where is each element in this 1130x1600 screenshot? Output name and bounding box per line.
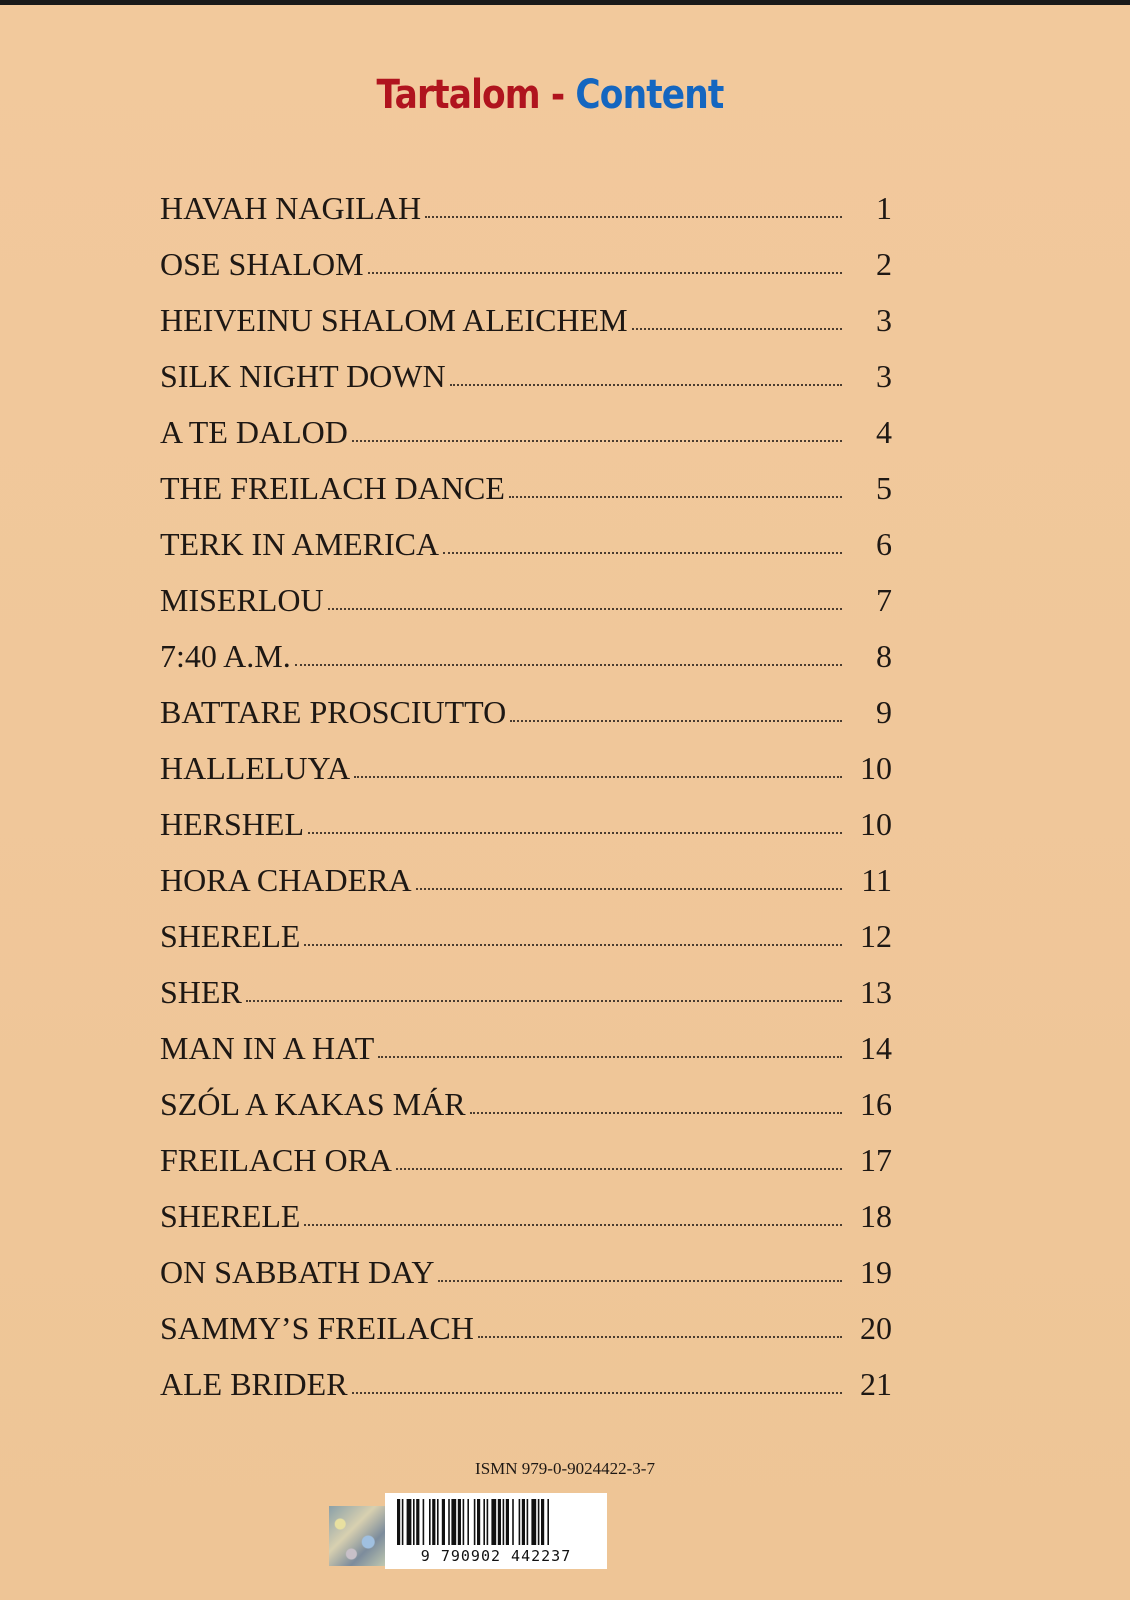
toc-entry-page: 4 xyxy=(876,414,892,450)
title-separator: - xyxy=(539,72,576,118)
toc-entry xyxy=(160,1232,892,1288)
toc-entry-title: MAN IN A HAT xyxy=(160,1030,375,1066)
dot-leader xyxy=(352,1391,842,1394)
toc-entry-title: 7:40 A.M. xyxy=(160,638,291,674)
dot-leader xyxy=(416,887,842,890)
toc-entry-title: BATTARE PROSCIUTTO xyxy=(160,694,507,730)
barcode xyxy=(385,1493,607,1569)
toc-entry xyxy=(160,392,892,448)
barcode-bars xyxy=(397,1499,595,1545)
dot-leader xyxy=(509,495,842,498)
toc-entry-page: 2 xyxy=(876,246,892,282)
dot-leader xyxy=(308,831,842,834)
toc-entry-page: 19 xyxy=(860,1254,892,1290)
dot-leader xyxy=(352,439,842,442)
hologram-sticker xyxy=(329,1506,385,1566)
toc-entry-page: 17 xyxy=(860,1142,892,1178)
toc-entry-page: 21 xyxy=(860,1366,892,1402)
toc-entry-page: 10 xyxy=(860,806,892,842)
dot-leader xyxy=(328,607,842,610)
table-of-contents xyxy=(160,168,892,1400)
dot-leader xyxy=(510,719,842,722)
toc-entry xyxy=(160,952,892,1008)
toc-entry xyxy=(160,224,892,280)
toc-entry-title: MISERLOU xyxy=(160,582,324,618)
toc-entry-title: ALE BRIDER xyxy=(160,1366,348,1402)
toc-entry-title: SAMMY’S FREILACH xyxy=(160,1310,474,1346)
toc-entry-title: HAVAH NAGILAH xyxy=(160,190,422,226)
toc-entry xyxy=(160,1064,892,1120)
toc-entry-title: HALLELUYA xyxy=(160,750,351,786)
toc-entry-title: SHERELE xyxy=(160,918,301,954)
toc-entry-title: FREILACH ORA xyxy=(160,1142,393,1178)
toc-entry-title: SILK NIGHT DOWN xyxy=(160,358,446,394)
toc-entry-title: A TE DALOD xyxy=(160,414,348,450)
toc-entry xyxy=(160,896,892,952)
toc-entry xyxy=(160,728,892,784)
dot-leader xyxy=(304,943,842,946)
toc-entry xyxy=(160,616,892,672)
dot-leader xyxy=(246,999,842,1002)
toc-entry xyxy=(160,1288,892,1344)
toc-entry xyxy=(160,1008,892,1064)
toc-entry-page: 10 xyxy=(860,750,892,786)
toc-entry xyxy=(160,560,892,616)
toc-entry-title: HERSHEL xyxy=(160,806,304,842)
toc-entry-title: THE FREILACH DANCE xyxy=(160,470,505,506)
toc-entry-title: SHERELE xyxy=(160,1198,301,1234)
dot-leader xyxy=(396,1167,842,1170)
toc-entry xyxy=(160,336,892,392)
toc-entry xyxy=(160,448,892,504)
toc-entry xyxy=(160,672,892,728)
dot-leader xyxy=(438,1279,842,1282)
toc-entry-page: 14 xyxy=(860,1030,892,1066)
toc-entry-page: 9 xyxy=(876,694,892,730)
toc-entry-page: 20 xyxy=(860,1310,892,1346)
dot-leader xyxy=(368,271,842,274)
toc-entry-page: 16 xyxy=(860,1086,892,1122)
dot-leader xyxy=(443,551,842,554)
toc-entry-page: 18 xyxy=(860,1198,892,1234)
toc-entry-title: OSE SHALOM xyxy=(160,246,364,282)
toc-entry-page: 1 xyxy=(876,190,892,226)
toc-entry-title: SHER xyxy=(160,974,242,1010)
toc-entry xyxy=(160,1120,892,1176)
toc-entry-title: SZÓL A KAKAS MÁR xyxy=(160,1086,466,1122)
barcode-digits: 9 790902 442237 xyxy=(420,1547,572,1565)
toc-entry-page: 8 xyxy=(876,638,892,674)
toc-entry xyxy=(160,168,892,224)
toc-entry-page: 3 xyxy=(876,302,892,338)
dot-leader xyxy=(425,215,842,218)
dot-leader xyxy=(304,1223,842,1226)
toc-entry xyxy=(160,1344,892,1400)
toc-entry-page: 6 xyxy=(876,526,892,562)
page-title xyxy=(77,72,1023,118)
toc-entry-page: 7 xyxy=(876,582,892,618)
toc-entry-title: ON SABBATH DAY xyxy=(160,1254,435,1290)
toc-entry xyxy=(160,784,892,840)
toc-entry-page: 12 xyxy=(860,918,892,954)
toc-entry xyxy=(160,280,892,336)
toc-entry-page: 13 xyxy=(860,974,892,1010)
dot-leader xyxy=(378,1055,842,1058)
toc-entry-title: HEIVEINU SHALOM ALEICHEM xyxy=(160,302,628,338)
dot-leader xyxy=(470,1111,842,1114)
toc-entry-page: 5 xyxy=(876,470,892,506)
dot-leader xyxy=(632,327,842,330)
title-hungarian: Tartalom xyxy=(376,72,540,118)
ismn-number: ISMN 979-0-9024422-3-7 xyxy=(475,1459,655,1478)
title-english: Content xyxy=(575,72,724,118)
toc-entry xyxy=(160,504,892,560)
toc-entry-title: HORA CHADERA xyxy=(160,862,412,898)
dot-leader xyxy=(354,775,842,778)
dot-leader xyxy=(450,383,842,386)
dot-leader xyxy=(478,1335,842,1338)
toc-entry-page: 11 xyxy=(861,862,892,898)
dot-leader xyxy=(295,663,842,666)
toc-entry-page: 3 xyxy=(876,358,892,394)
toc-entry xyxy=(160,1176,892,1232)
toc-entry-title: TERK IN AMERICA xyxy=(160,526,440,562)
toc-entry xyxy=(160,840,892,896)
